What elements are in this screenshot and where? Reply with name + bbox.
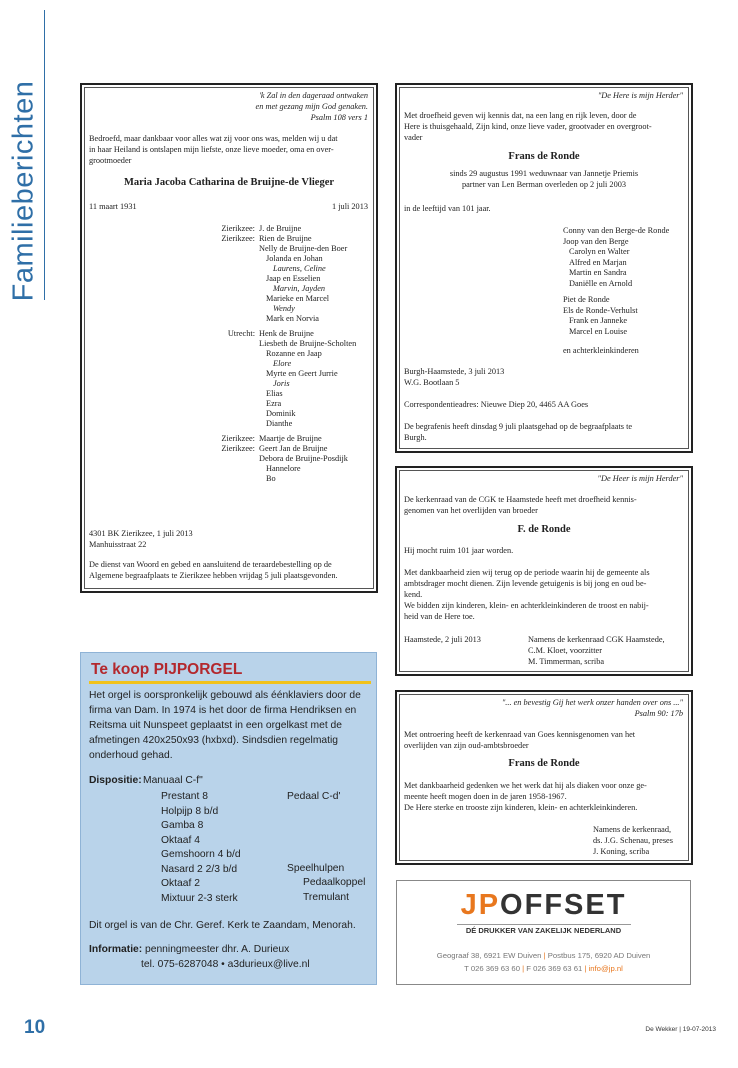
page-number: 10 xyxy=(24,1017,46,1038)
intro-line: genomen van het overlijden van broeder xyxy=(404,506,538,515)
signature-line: ds. J.G. Schenau, preses xyxy=(593,836,673,845)
family-member: Laurens, Celine xyxy=(273,264,326,273)
family-member: Wendy xyxy=(273,304,295,313)
speelhulpen-label: Speelhulpen xyxy=(287,863,345,874)
family-member: Alfred en Marjan xyxy=(569,257,627,267)
deceased-name: Frans de Ronde xyxy=(508,758,580,769)
family-member: Frank en Janneke xyxy=(569,316,628,325)
family-member: Piet de Ronde xyxy=(563,295,610,304)
family-member: Geert Jan de Bruijne xyxy=(259,444,328,453)
quote-line: "... en bevestig Gij het werk onzer handen over ons ..." xyxy=(501,698,683,707)
family-member: Joop van den Berge xyxy=(563,236,629,246)
quote-line: "De Heer is mijn Herder" xyxy=(597,474,683,483)
info-contact: tel. 075-6287048 • a3durieux@live.nl xyxy=(141,959,310,970)
address-line: 4301 BK Zierikzee, 1 juli 2013 xyxy=(89,529,193,538)
body-line: De Here sterke en trooste zijn kinderen, klein- en achterkleinkinderen. xyxy=(404,803,638,812)
quote-reference: Psalm 90: 17b xyxy=(634,709,683,718)
place-date: Haamstede, 2 juli 2013 xyxy=(404,635,481,644)
body-line: We bidden zijn kinderen, klein- en achterkleinkinderen de troost en nabij- xyxy=(404,601,649,610)
section-divider-line xyxy=(44,10,45,300)
organ-stop: Oktaaf 4 xyxy=(161,834,200,846)
family-place: Utrecht: xyxy=(227,329,255,338)
quote-line: en met gezang mijn God genaken. xyxy=(255,102,368,111)
family-member: Hannelore xyxy=(266,464,301,473)
family-member: Elias xyxy=(266,389,283,398)
notice-bruijne xyxy=(80,83,378,593)
family-member: Dominik xyxy=(266,409,296,418)
sale-title: Te koop PIJPORGEL xyxy=(91,661,243,678)
jp-offset-ad xyxy=(396,880,691,985)
speelhulp-item: Pedaalkoppel xyxy=(303,877,366,888)
organ-stop: Prestant 8 xyxy=(161,791,208,802)
organ-stop: Oktaaf 2 xyxy=(161,878,200,889)
intro-line: Bedroefd, maar dankbaar voor alles wat zij voor ons was, melden wij u dat xyxy=(89,134,338,143)
family-member: Myrte en Geert Jurrie xyxy=(266,369,338,378)
sale-text: firma van Dam. In 1974 is het door de firma Hendriksen en xyxy=(89,705,357,716)
closing-line: Algemene begraafplaats te Zierikzee hebben vrijdag 5 juli plaatsgevonden. xyxy=(89,571,338,580)
deceased-name: Maria Jacoba Catharina de Bruijne-de Vlieger xyxy=(123,177,335,188)
correspondence-address: Correspondentieadres: Nieuwe Diep 20, 4465 AA Goes xyxy=(404,400,589,409)
detail-line: partner van Len Berman overleden op 2 juli 2003 xyxy=(461,180,627,189)
family-member: Jaap en Esselien xyxy=(266,274,321,283)
intro-line: Met droefheid geven wij kennis dat, na een lang en rijk leven, door de xyxy=(404,111,637,120)
intro-line: overlijden van zijn oud-ambtsbroeder xyxy=(404,741,529,750)
burial-line: De begrafenis heeft dinsdag 9 juli plaatsgehad op de begraafplaats te xyxy=(404,422,633,431)
family-member: Carolyn en Walter xyxy=(569,247,630,256)
family-member: Bo xyxy=(266,474,276,483)
speelhulp-item: Tremulant xyxy=(303,892,349,903)
notice-ronde-goes xyxy=(395,690,693,865)
family-place: Zierikzee: xyxy=(221,434,255,443)
family-member: Dianthe xyxy=(266,419,293,428)
family-member: Nelly de Bruijne-den Boer xyxy=(259,244,348,253)
sale-text: onderhoud gehad. xyxy=(89,750,173,761)
info-contact: penningmeester dhr. A. Durieux xyxy=(145,944,290,955)
sale-text: Reitsma uit Nunspeet geplaatst in een orgelkast met de xyxy=(89,720,342,731)
detail-line: sinds 29 augustus 1991 weduwnaar van Jannetje Priemis xyxy=(449,169,639,178)
notice-ronde-family xyxy=(395,83,693,453)
organ-stop: Gemshoorn 4 b/d xyxy=(161,849,241,860)
family-member: Marvin, Jayden xyxy=(273,284,326,293)
organ-sale-ad xyxy=(80,652,377,985)
family-member: Marcel en Louise xyxy=(569,326,628,336)
body-line: heid van de Here toe. xyxy=(404,612,475,621)
intro-line: in haar Heiland is ontslapen mijn liefste, onze lieve moeder, oma en over- xyxy=(89,145,334,154)
ad-contact: T 026 369 63 60 | F 026 369 63 61 | info@jp.nl xyxy=(464,964,623,973)
body-line: kend. xyxy=(404,590,423,599)
publication-footer: De Wekker | 19-07-2013 xyxy=(645,1026,716,1033)
intro-line: grootmoeder xyxy=(89,156,132,165)
intro-line: vader xyxy=(404,133,423,142)
age-line: in de leeftijd van 101 jaar. xyxy=(404,204,491,213)
great-grandchildren: en achterkleinkinderen xyxy=(563,346,639,355)
family-member: Debora de Bruijne-Posdijk xyxy=(259,454,348,463)
sale-text: Het orgel is oorspronkelijk gebouwd als éénklaviers door de xyxy=(89,690,361,701)
address-line: W.G. Bootlaan 5 xyxy=(404,378,460,387)
manuaal-label: Manuaal C-f" xyxy=(143,775,203,786)
family-place: Zierikzee: xyxy=(221,224,255,233)
burial-line: Burgh. xyxy=(404,433,427,442)
ad-tagline: DÉ DRUKKER VAN ZAKELIJK NEDERLAND xyxy=(465,926,622,935)
pedaal-label: Pedaal C-d' xyxy=(287,791,341,802)
body-line: Met dankbaarheid gedenken we het werk dat hij als diaken voor onze ge- xyxy=(404,781,647,790)
info-label: Informatie: xyxy=(89,944,143,955)
signature-line: J. Koning, scriba xyxy=(593,847,650,856)
family-member: Maartje de Bruijne xyxy=(259,434,322,443)
place-date: Burgh-Haamstede, 3 juli 2013 xyxy=(404,367,505,376)
organ-stop: Holpijp 8 b/d xyxy=(161,805,219,817)
dispositie-label: Dispositie: xyxy=(89,775,142,786)
age-line: Hij mocht ruim 101 jaar worden. xyxy=(404,546,514,555)
family-member: Jolanda en Johan xyxy=(266,254,323,263)
signature-line: Namens de kerkenraad CGK Haamstede, xyxy=(528,635,665,644)
family-member: Henk de Bruijne xyxy=(259,329,314,338)
title-underline xyxy=(89,681,371,684)
ad-address: Geograaf 38, 6921 EW Duiven | Postbus 175, 6920 AD Duiven xyxy=(436,951,651,960)
section-title: Familieberichten xyxy=(7,80,40,302)
family-member: Martin en Sandra xyxy=(569,268,627,277)
deceased-name: F. de Ronde xyxy=(517,524,571,535)
quote-line: 'k Zal in den dageraad ontwaken xyxy=(259,91,368,100)
family-member: Joris xyxy=(273,379,290,388)
body-line: Met dankbaarheid zien wij terug op de periode waarin hij de gemeente als xyxy=(404,568,650,577)
quote-reference: Psalm 108 vers 1 xyxy=(310,113,368,122)
family-place: Zierikzee: xyxy=(221,444,255,453)
family-member: Ezra xyxy=(266,399,282,408)
family-member: Elore xyxy=(273,359,292,368)
body-line: meente heeft mogen doen in de jaren 1958-1967. xyxy=(404,792,567,801)
deceased-name: Frans de Ronde xyxy=(508,151,580,162)
birth-date: 11 maart 1931 xyxy=(89,202,137,211)
closing-line: De dienst van Woord en gebed en aansluitend de teraardebestelling op de xyxy=(89,560,332,569)
signature-line: Namens de kerkenraad, xyxy=(593,825,672,834)
notice-ronde-haamstede xyxy=(395,466,693,676)
jp-offset-logo: JPOFFSET xyxy=(460,889,627,921)
family-member: J. de Bruijne xyxy=(259,224,302,233)
owner-line: Dit orgel is van de Chr. Geref. Kerk te Zaandam, Menorah. xyxy=(89,920,356,931)
family-member: Daniëlle en Arnold xyxy=(569,278,633,288)
quote-line: "De Here is mijn Herder" xyxy=(597,91,683,100)
logo-divider xyxy=(457,924,631,925)
organ-stop: Mixtuur 2-3 sterk xyxy=(161,892,238,904)
organ-stop: Nasard 2 2/3 b/d xyxy=(161,863,238,875)
death-date: 1 juli 2013 xyxy=(332,202,368,211)
intro-line: De kerkenraad van de CGK te Haamstede heeft met droefheid kennis- xyxy=(404,495,637,504)
intro-line: Met ontroering heeft de kerkenraad van Goes kennisgenomen van het xyxy=(404,730,636,739)
family-member: Marieke en Marcel xyxy=(266,294,330,303)
family-member: Liesbeth de Bruijne-Scholten xyxy=(259,339,357,348)
intro-line: Here is thuisgehaald, Zijn kind, onze lieve vader, grootvader en overgroot- xyxy=(404,122,652,131)
family-member: Mark en Norvia xyxy=(266,314,319,323)
family-member: Rien de Bruijne xyxy=(259,234,312,243)
signature-line: C.M. Kloet, voorzitter xyxy=(528,646,602,655)
address-line: Manhuisstraat 22 xyxy=(89,540,147,549)
organ-stop: Gamba 8 xyxy=(161,820,204,831)
body-line: ambtsdrager mocht dienen. Zijn levende getuigenis is bij jong en oud be- xyxy=(404,579,647,588)
family-member: Els de Ronde-Verhulst xyxy=(563,305,638,315)
family-member: Rozanne en Jaap xyxy=(266,349,322,358)
family-member: Conny van den Berge-de Ronde xyxy=(563,226,670,235)
family-place: Zierikzee: xyxy=(221,234,255,243)
sale-text: afmetingen 420x250x93 (hxbxd). Sindsdien regelmatig xyxy=(89,735,338,746)
signature-line: M. Timmerman, scriba xyxy=(528,657,605,666)
